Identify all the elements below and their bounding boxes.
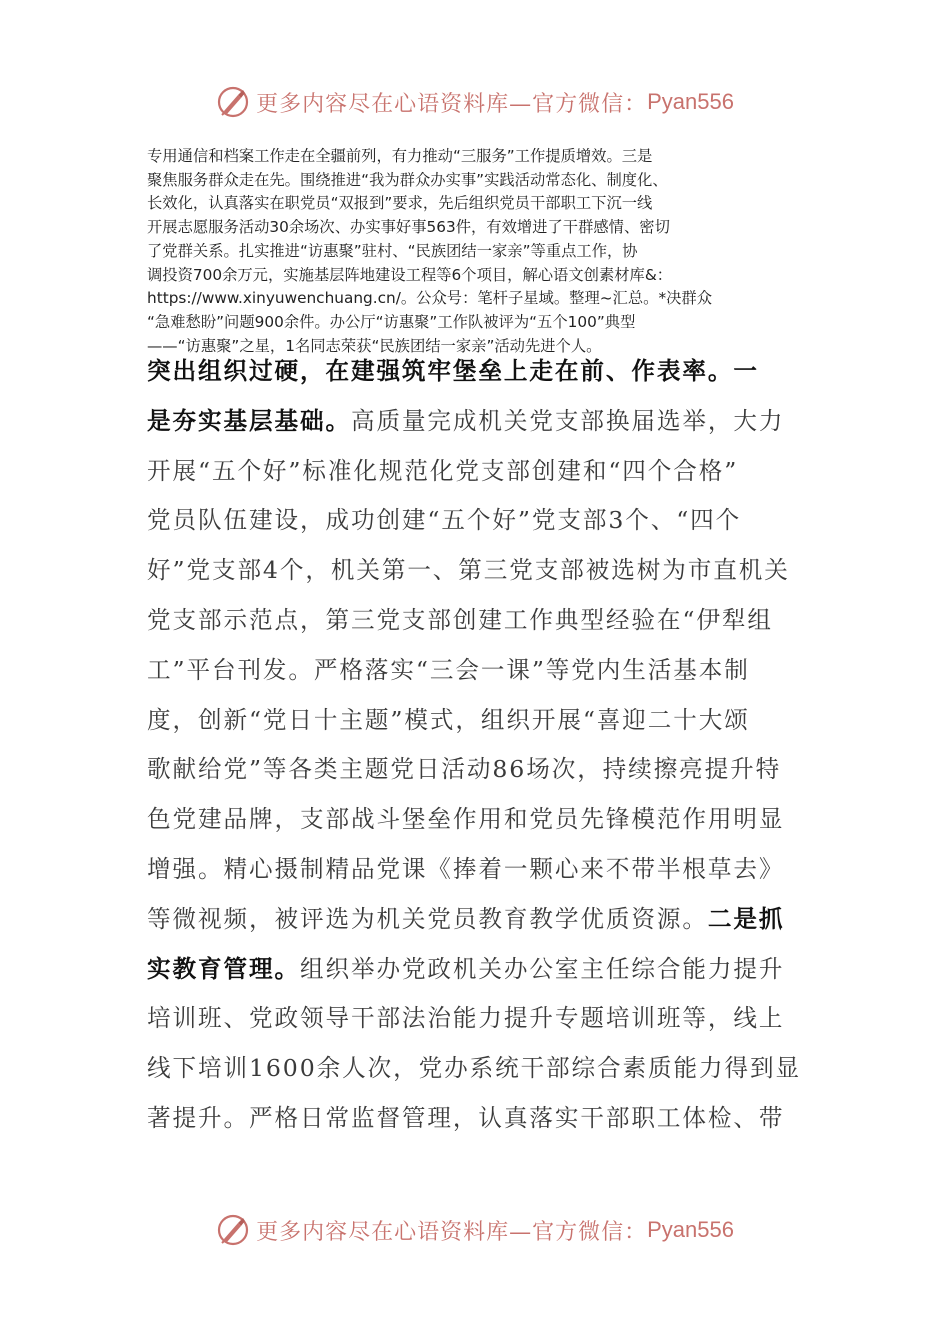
text-line: ——“访惠聚”之星，1名同志荣获“民族团结一家亲”活动先进个人。 xyxy=(147,336,602,355)
text-span: 等微视频，被评选为机关党员教育教学优质资源。 xyxy=(147,904,708,933)
text-line: 开展志愿服务活动30余场次、办实事好事563件，有效增进了干群感情、密切 xyxy=(147,218,670,237)
header-banner-text: 更多内容尽在心语资料库—官方微信： xyxy=(256,91,648,117)
main-paragraph xyxy=(147,347,817,1144)
text-line xyxy=(147,945,817,995)
pen-logo-icon xyxy=(216,1213,250,1247)
text-line: 培训班、党政领导干部法治能力提升专题培训班等，线上 xyxy=(147,1004,785,1033)
subheading: 是夯实基层基础。 xyxy=(147,406,351,435)
text-line: “急难愁盼”问题900余件。办公厅“访惠聚”工作队被评为“五个100”典型 xyxy=(147,312,636,331)
header-banner xyxy=(0,82,950,122)
text-line: 线下培训1600余人次，党办系统干部综合素质能力得到显 xyxy=(147,1054,801,1083)
text-line xyxy=(147,895,817,945)
text-span: 组织举办党政机关办公室主任综合能力提升 xyxy=(299,954,785,983)
text-line: 党员队伍建设，成功创建“五个好”党支部3个、“四个 xyxy=(147,506,742,535)
text-line: 开展“五个好”标准化规范化党支部创建和“四个合格” xyxy=(147,456,739,485)
text-line: 调投资700余万元，实施基层阵地建设工程等6个项目，解心语文创素材库&： xyxy=(147,265,673,284)
text-line: 度，创新“党日十主题”模式，组织开展“喜迎二十大颂 xyxy=(147,705,750,734)
text-line: 歌献给党”等各类主题党日活动86场次，持续擦亮提升特 xyxy=(147,755,782,784)
footer-banner-handle: Pyan556 xyxy=(647,1217,734,1242)
text-line: 了党群关系。扎实推进“访惠聚”驻村、“民族团结一家亲”等重点工作，协 xyxy=(147,241,638,260)
text-line: 著提升。严格日常监督管理，认真落实干部职工体检、带 xyxy=(147,1103,785,1132)
subheading: 二是抓 xyxy=(707,904,785,933)
text-span: 高质量完成机关党支部换届选举，大力 xyxy=(350,406,785,435)
text-line: 增强。精心摄制精品党课《捧着一颗心来不带半根草去》 xyxy=(147,854,785,883)
footer-banner-text: 更多内容尽在心语资料库—官方微信： xyxy=(256,1219,648,1245)
text-line: 长效化，认真落实在职党员“双报到”要求，先后组织党员干部职工下沉一线 xyxy=(147,194,653,213)
intro-paragraph xyxy=(147,145,807,358)
footer-banner xyxy=(0,1210,950,1250)
text-line: 专用通信和档案工作走在全疆前列，有力推动“三服务”工作提质增效。三是 xyxy=(147,147,653,165)
subheading: 实教育管理。 xyxy=(147,954,300,983)
text-line: 聚焦服务群众走在先。围绕推进“我为群众办实事”实践活动常态化、制度化、 xyxy=(147,170,668,189)
section-heading: 突出组织过硬，在建强筑牢堡垒上走在前、作表率。一 xyxy=(147,357,759,385)
text-line: 党支部示范点，第三党支部创建工作典型经验在“伊犁组 xyxy=(147,605,773,634)
text-line: 色党建品牌，支部战斗堡垒作用和党员先锋模范作用明显 xyxy=(147,805,785,834)
text-line: 工”平台刊发。严格落实“三会一课”等党内生活基本制 xyxy=(147,655,750,684)
header-banner-handle: Pyan556 xyxy=(647,89,734,114)
text-line: 好”党支部4个，机关第一、第三党支部被选树为市直机关 xyxy=(147,556,790,585)
pen-logo-icon xyxy=(216,85,250,119)
text-line xyxy=(147,397,817,447)
text-line: https://www.xinyuwenchuang.cn/。公众号：笔杆子星域。整理~汇总。*决群众 xyxy=(147,289,712,308)
